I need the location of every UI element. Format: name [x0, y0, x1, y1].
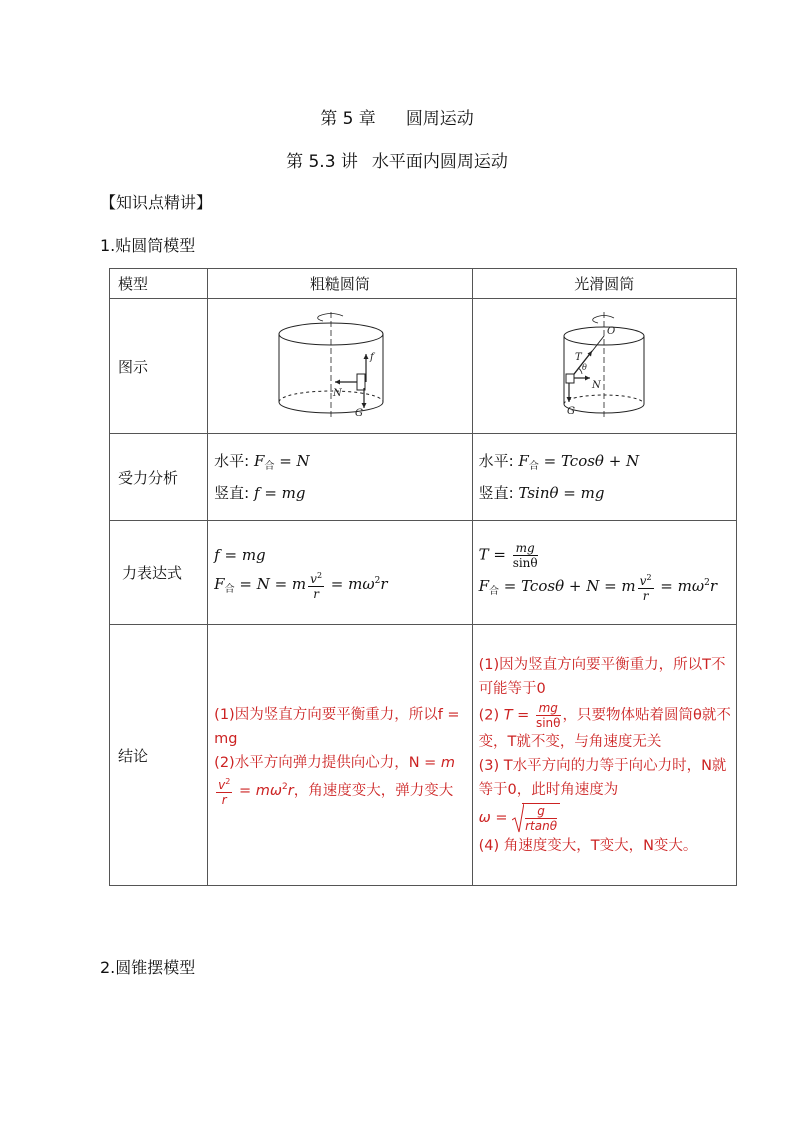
section-2-title: 2.圆锥摆模型	[100, 958, 196, 977]
smooth-conclusion-2: (2) T = $\frac{mg}{\sin\theta}$ ，只要物体贴着圆筒θ就不变，T就不变，与角速度无关	[478, 700, 731, 750]
rough-conclusion-1: (1)因为竖直方向要平衡重力，所以f = mg	[214, 707, 460, 747]
smooth-conclusion-1: (1)因为竖直方向要平衡重力，所以T不可能等于0	[478, 656, 726, 697]
smooth-conclusion-3: (3) T水平方向的力等于向心力时，N就等于0，此时角速度为	[478, 757, 727, 798]
header-rough-cylinder: 粗糙圆筒	[208, 269, 472, 299]
smooth-n-label: N	[592, 380, 602, 391]
table-row-conclusion	[110, 625, 737, 886]
row-label-conclusion: 结论	[110, 625, 208, 886]
smooth-cylinder-figure-cell	[472, 299, 736, 434]
section-1-title: 1.贴圆筒模型	[100, 236, 196, 255]
row-label-figure: 图示	[110, 299, 208, 434]
smooth-force-vertical: 竖直: Tsinθ = mg	[478, 484, 605, 502]
rough-f-label: f	[369, 352, 374, 363]
chapter-number: 第 5 章	[320, 109, 376, 129]
smooth-theta-label: θ	[582, 363, 588, 372]
smooth-cylinder-diagram	[554, 310, 654, 422]
lecture-number: 第 5.3 讲	[286, 152, 358, 172]
table-header-row	[110, 269, 737, 299]
smooth-omega-formula: ω = $\frac{g}{rtan\theta}$	[479, 802, 732, 834]
rough-expr-friction: f = mg	[214, 546, 266, 564]
table-row-force-expression	[110, 521, 737, 625]
rough-force-horizontal: 水平: $F_合 = N$	[214, 452, 310, 472]
knowledge-header: 【知识点精讲】	[100, 193, 213, 212]
rough-force-expression	[208, 521, 472, 625]
rough-force-analysis	[208, 434, 472, 521]
model-comparison-table	[109, 268, 737, 886]
smooth-expr-tension: T = $\frac{mg}{\sin\theta}$	[478, 540, 538, 570]
rough-g-label: G	[354, 408, 363, 419]
header-smooth-cylinder: 光滑圆筒	[472, 269, 736, 299]
rough-cylinder-figure-cell	[208, 299, 472, 434]
table-row-force-analysis	[110, 434, 737, 521]
row-label-force-expression: 力表达式	[110, 521, 208, 625]
smooth-conclusion-4: (4) 角速度变大，T变大，N变大。	[478, 837, 698, 854]
rough-conclusion	[208, 625, 472, 886]
table-row-figure	[110, 299, 737, 434]
smooth-force-horizontal: 水平: $F_合 = Tcos\theta + N$	[478, 452, 640, 472]
smooth-force-analysis	[472, 434, 736, 521]
chapter-name: 圆周运动	[405, 109, 474, 129]
lecture-name: 水平面内圆周运动	[371, 152, 508, 172]
smooth-t-label: T	[575, 352, 582, 363]
rough-cylinder-diagram	[275, 310, 405, 422]
lecture-title	[0, 147, 794, 172]
smooth-force-expression	[472, 521, 736, 625]
smooth-expr-net: $F_合 = Tcos\theta + N = m$ $\frac{v^2}{r}$ = $m\omega^2r$	[478, 572, 718, 603]
rough-n-label: N	[332, 388, 342, 399]
rough-force-vertical: 竖直: f = mg	[214, 484, 306, 502]
rough-expr-normal: $F_合 = N = m$ $\frac{v^2}{r}$ = $m\omega^2r$	[214, 571, 388, 601]
smooth-conclusion	[472, 625, 736, 886]
smooth-g-label: G	[567, 406, 576, 417]
row-label-force-analysis: 受力分析	[110, 434, 208, 521]
rough-conclusion-2: (2)水平方向弹力提供向心力，N = m $\frac{v^2}{r}$ = $m\omega^2r$，角速度变大，弹力变大	[214, 755, 456, 807]
chapter-title	[0, 104, 794, 129]
smooth-o-label: O	[607, 326, 616, 337]
header-model: 模型	[110, 269, 208, 299]
